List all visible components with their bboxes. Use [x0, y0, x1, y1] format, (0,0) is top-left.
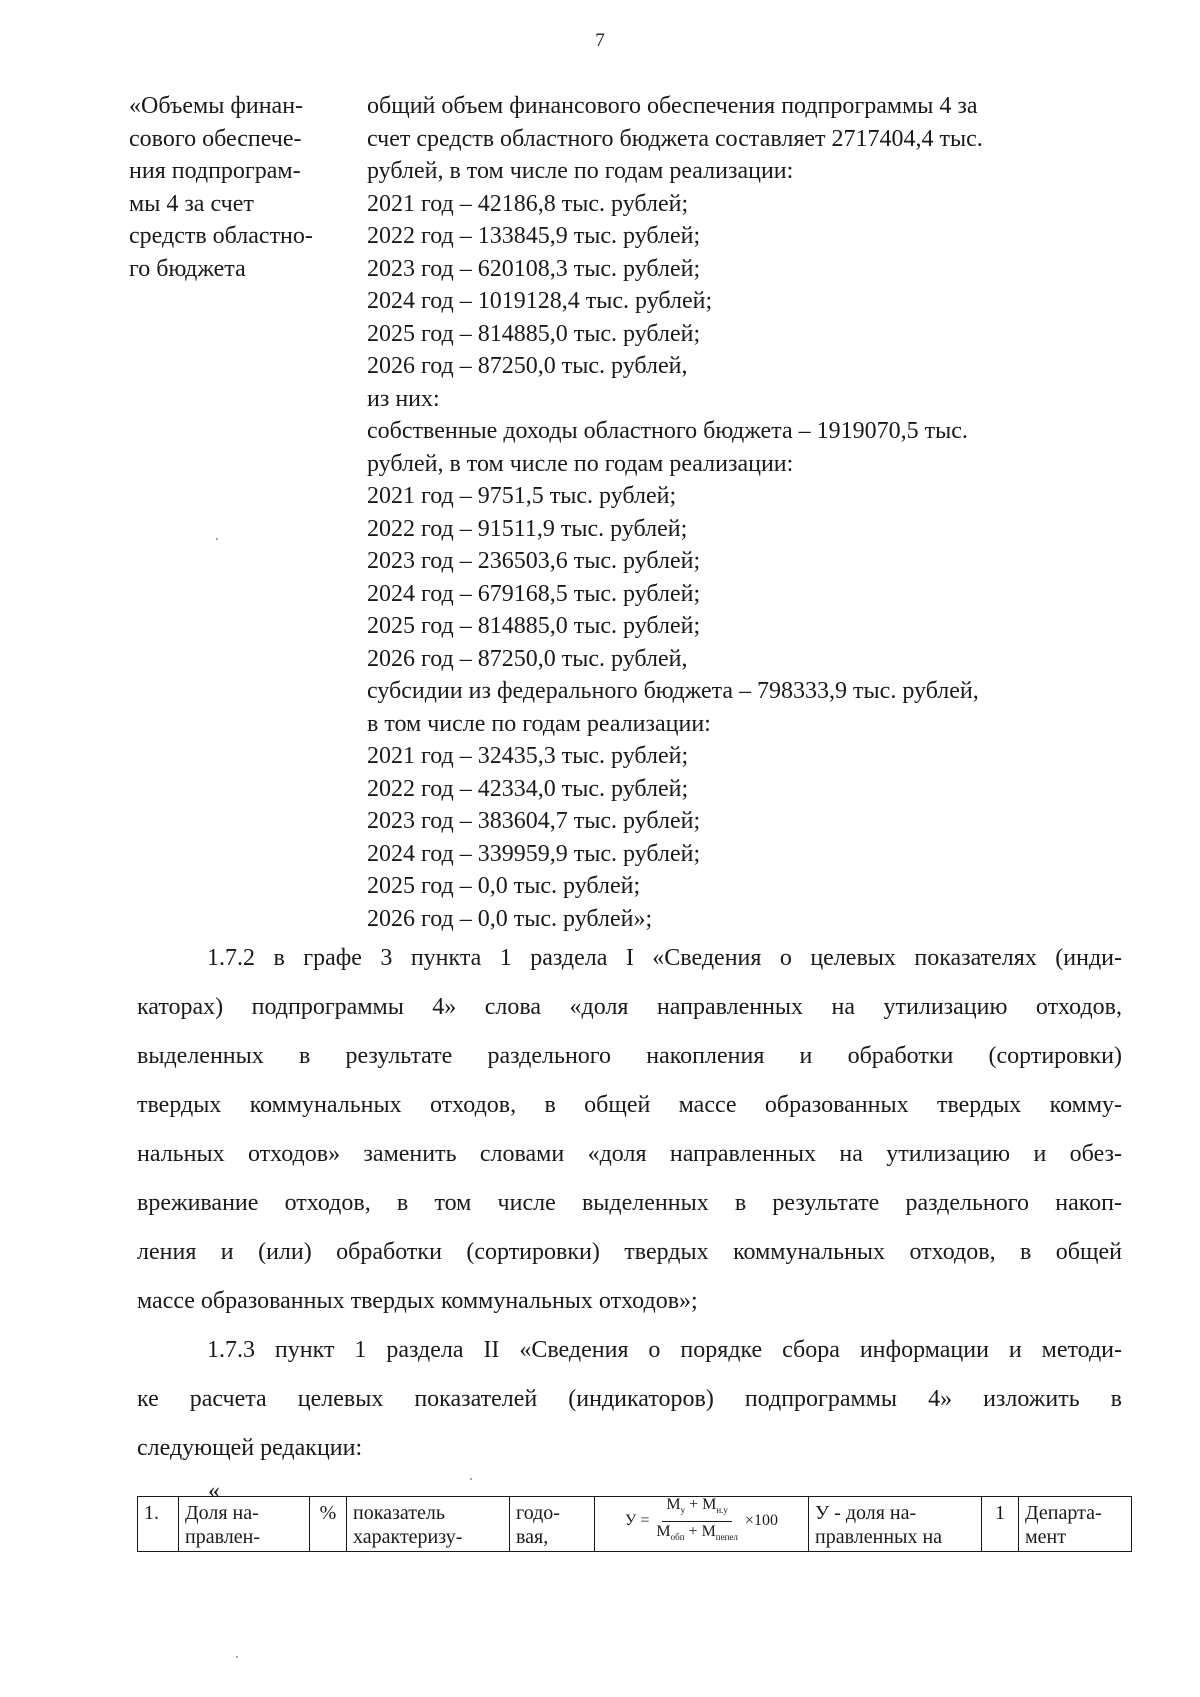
value-line: общий объем финансового обеспечения подпрограммы 4 за	[367, 93, 978, 119]
value-line: 2026 год – 87250,0 тыс. рублей,	[367, 645, 688, 672]
page-number: 7	[595, 30, 605, 51]
indicator-name-cell	[179, 1497, 310, 1552]
value-line: 2021 год – 42186,8 тыс. рублей;	[367, 190, 689, 217]
formula	[599, 1497, 804, 1545]
value-line: 2024 год – 339959,9 тыс. рублей;	[367, 840, 701, 867]
variables-cell	[809, 1497, 982, 1552]
label-line: мы 4 за счет	[129, 190, 254, 217]
value-line: из них:	[367, 385, 440, 412]
value-line: счет средств областного бюджета составляет 2717404,4 тыс.	[367, 125, 983, 152]
cell-line: У - доля на-	[815, 1502, 917, 1524]
cell-line: Доля на-	[185, 1502, 259, 1524]
source-code: 1	[995, 1502, 1005, 1524]
value-line: 2025 год – 814885,0 тыс. рублей;	[367, 320, 701, 347]
value-line: в том числе по годам реализации:	[367, 710, 711, 737]
paragraph-line: твердых коммунальных отходов, в общей массе образованных твердых комму-	[137, 1092, 1122, 1118]
value-line: 2022 год – 91511,9 тыс. рублей;	[367, 515, 688, 542]
definition-cell	[347, 1497, 510, 1552]
paragraph-line: 1.7.3 пункт 1 раздела II «Сведения о порядке сбора информации и методи-	[207, 1337, 1122, 1363]
value-line: рублей, в том числе по годам реализации:	[367, 158, 794, 184]
source-code-cell	[982, 1497, 1019, 1552]
table-row	[138, 1497, 1132, 1552]
value-line: 2022 год – 133845,9 тыс. рублей;	[367, 223, 701, 249]
cell-line: годо-	[516, 1502, 560, 1524]
value-line: 2024 год – 1019128,4 тыс. рублей;	[367, 288, 713, 314]
label-line: го бюджета	[129, 255, 246, 282]
formula-numerator: $М_у + М_{н.у}$	[662, 1495, 732, 1521]
paragraph-line: ке расчета целевых показателей (индикаторов) подпрограммы 4» изложить в	[137, 1386, 1122, 1412]
scan-speck	[236, 1656, 238, 1658]
frequency-cell	[510, 1497, 595, 1552]
value-line: 2025 год – 0,0 тыс. рублей;	[367, 873, 641, 899]
value-line: 2026 год – 0,0 тыс. рублей»;	[367, 905, 653, 932]
responsible-cell	[1019, 1497, 1132, 1552]
paragraph-line: выделенных в результате раздельного накопления и обработки (сортировки)	[137, 1043, 1122, 1069]
scan-speck	[470, 1478, 472, 1480]
value-line: субсидии из федерального бюджета – 798333,9 тыс. рублей,	[367, 678, 979, 704]
paragraph-1-7-2	[137, 934, 1122, 1326]
paragraph-line: 1.7.2 в графе 3 пункта 1 раздела I «Сведения о целевых показателях (инди-	[207, 945, 1122, 971]
label-line: «Объемы финан-	[129, 93, 304, 119]
value-line: 2022 год – 42334,0 тыс. рублей;	[367, 775, 689, 802]
opening-quote: «	[208, 1478, 220, 1504]
paragraph-line: вреживание отходов, в том числе выделенных в результате раздельного накоп-	[137, 1190, 1122, 1216]
paragraph-line: массе образованных твердых коммунальных отходов»;	[137, 1288, 698, 1314]
value-line: 2023 год – 383604,7 тыс. рублей;	[367, 808, 701, 834]
formula-denominator: $М_{обп} + М_{пепел}$	[656, 1522, 738, 1542]
value-line: 2021 год – 9751,5 тыс. рублей;	[367, 483, 677, 509]
paragraph-line: ления и (или) обработки (сортировки) твердых коммунальных отходов, в общей	[137, 1239, 1122, 1265]
row-number: 1.	[144, 1502, 159, 1524]
cell-line: мент	[1025, 1526, 1066, 1548]
formula-cell	[595, 1497, 809, 1552]
formula-multiplier: ×100	[744, 1512, 778, 1529]
indicator-table	[137, 1496, 1132, 1552]
scan-speck	[216, 538, 218, 540]
value-line: 2026 год – 87250,0 тыс. рублей,	[367, 353, 688, 379]
value-line: рублей, в том числе по годам реализации:	[367, 450, 794, 477]
formula-fraction	[652, 1495, 742, 1546]
label-line: средств областно-	[129, 223, 313, 249]
cell-line: характеризу-	[353, 1526, 463, 1548]
unit-cell	[310, 1497, 347, 1552]
cell-line: Департа-	[1025, 1502, 1102, 1524]
label-line: ния подпрограм-	[129, 158, 301, 184]
row-number-cell	[138, 1497, 179, 1552]
paragraph-1-7-3	[137, 1326, 1122, 1473]
passport-field-label	[129, 90, 344, 285]
value-line: 2023 год – 236503,6 тыс. рублей;	[367, 548, 701, 574]
cell-line: правлен-	[185, 1526, 260, 1548]
value-line: 2025 год – 814885,0 тыс. рублей;	[367, 613, 701, 639]
cell-line: показатель	[353, 1502, 445, 1524]
value-line: 2021 год – 32435,3 тыс. рублей;	[367, 743, 689, 769]
value-line: собственные доходы областного бюджета – 1919070,5 тыс.	[367, 418, 968, 444]
label-line: сового обеспече-	[129, 125, 302, 152]
passport-field-value	[367, 90, 1127, 935]
paragraph-line: следующей редакции:	[137, 1435, 363, 1461]
unit: %	[319, 1502, 337, 1524]
paragraph-line: каторах) подпрограммы 4» слова «доля направленных на утилизацию отходов,	[137, 994, 1122, 1020]
formula-lhs: У =	[625, 1512, 650, 1529]
cell-line: правленных на	[815, 1526, 943, 1548]
paragraph-line: нальных отходов» заменить словами «доля направленных на утилизацию и обез-	[137, 1141, 1122, 1167]
cell-line: вая,	[516, 1526, 549, 1548]
value-line: 2023 год – 620108,3 тыс. рублей;	[367, 255, 701, 282]
value-line: 2024 год – 679168,5 тыс. рублей;	[367, 580, 701, 607]
